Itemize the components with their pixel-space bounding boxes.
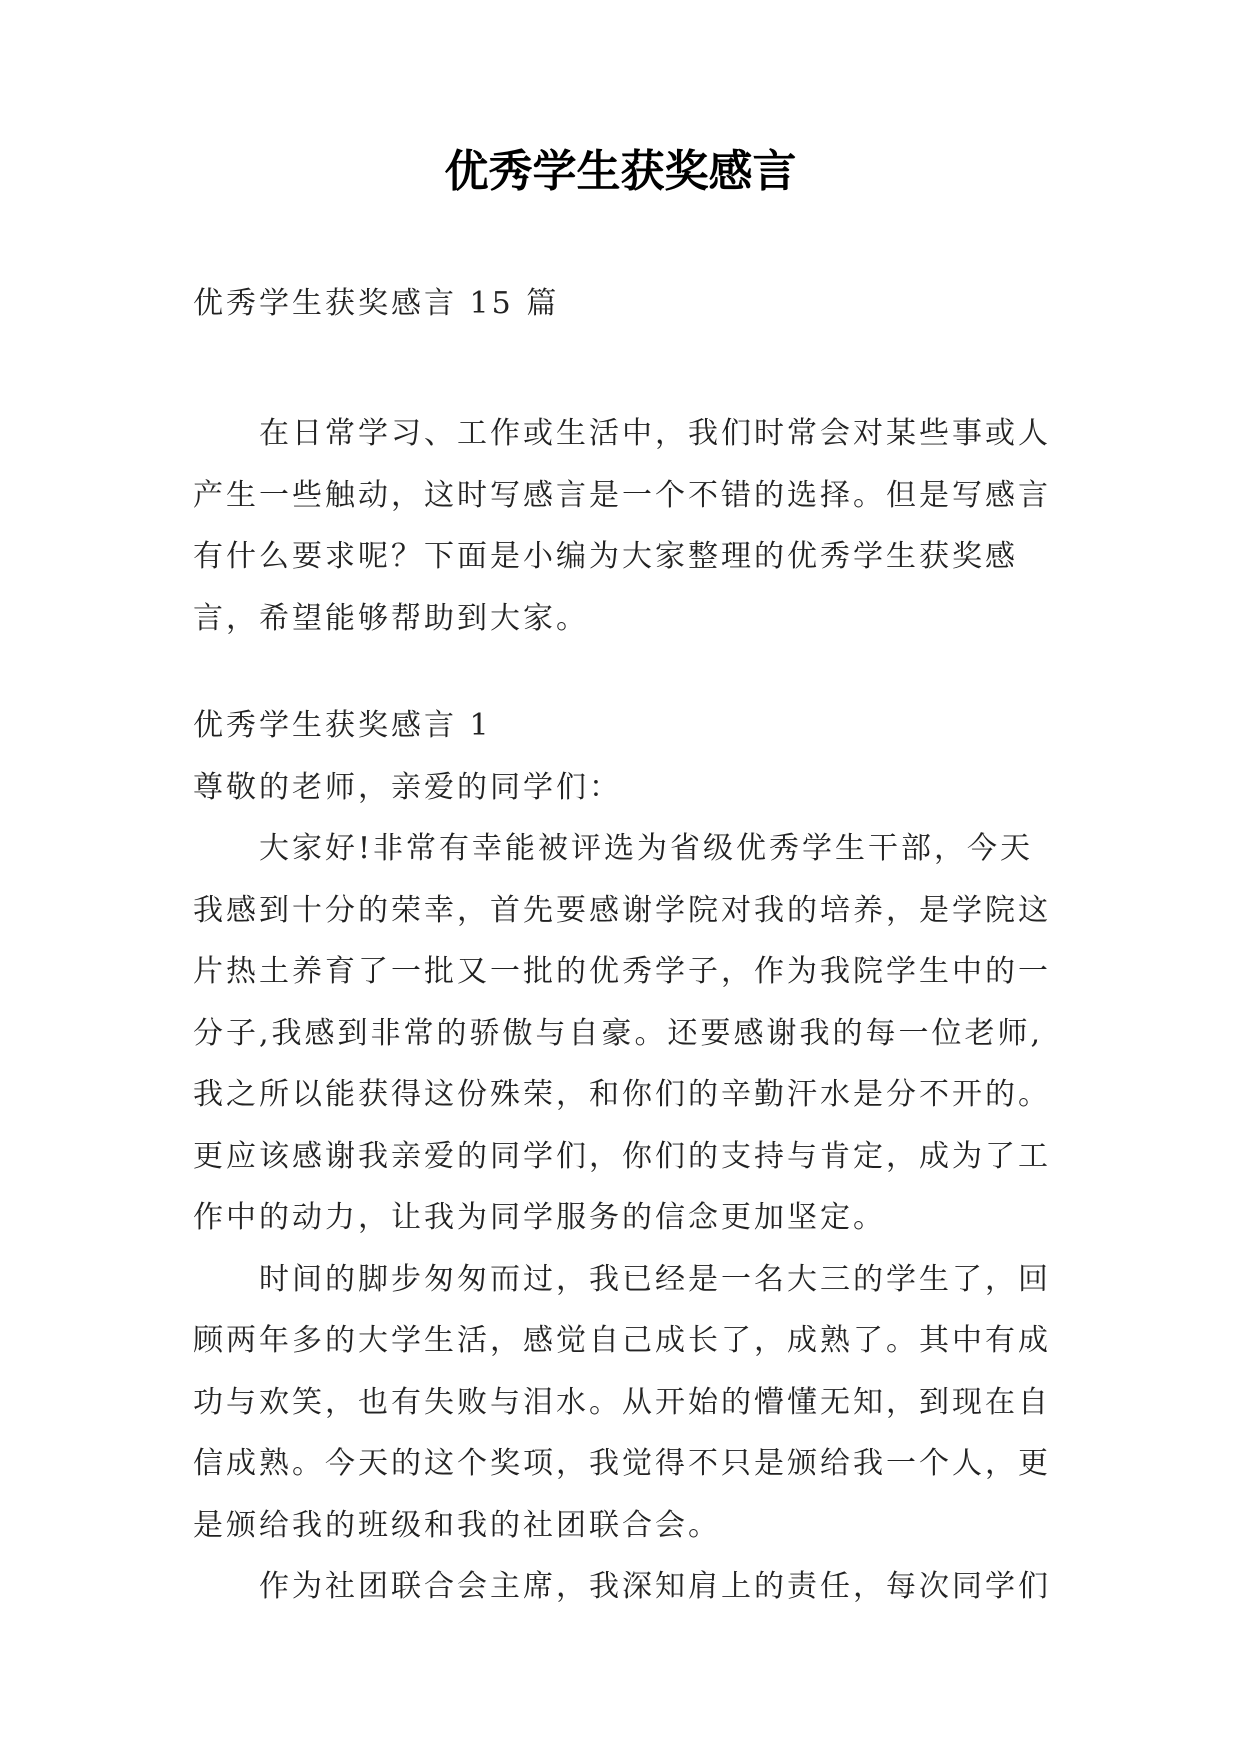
- subtitle-text: 优秀学生获奖感言 15 篇: [193, 286, 560, 321]
- paragraph-1-line: 作中的动力，让我为同学服务的信念更加坚定。: [193, 1200, 886, 1235]
- document-subtitle: [193, 284, 1055, 324]
- intro-line: 在日常学习、工作或生活中，我们时常会对某些事或人: [259, 416, 1051, 451]
- page-title: 优秀学生获奖感言: [444, 146, 797, 197]
- paragraph-1-line: 大家好!非常有幸能被评选为省级优秀学生干部，今天: [259, 831, 1034, 866]
- paragraph-3-line: 作为社团联合会主席，我深知肩上的责任，每次同学们: [259, 1569, 1051, 1604]
- paragraph-1-line: 更应该感谢我亲爱的同学们，你们的支持与肯定，成为了工: [193, 1138, 1051, 1174]
- section-heading: 优秀学生获奖感言 1: [193, 708, 492, 743]
- paragraph-2-line: 是颁给我的班级和我的社团联合会。: [193, 1507, 721, 1543]
- paragraph-2-line: 时间的脚步匆匆而过，我已经是一名大三的学生了，回: [259, 1261, 1051, 1297]
- paragraph-2-line: 顾两年多的大学生活，感觉自己成长了，成熟了。其中有成: [193, 1323, 1051, 1358]
- intro-line: 言，希望能够帮助到大家。: [193, 600, 589, 636]
- intro-line: 产生一些触动，这时写感言是一个不错的选择。但是写感言: [193, 477, 1051, 513]
- intro-paragraph: [193, 403, 1055, 649]
- paragraph-2-line: 信成熟。今天的这个奖项，我觉得不只是颁给我一个人，更: [193, 1446, 1051, 1481]
- paragraph-1-line: 我之所以能获得这份殊荣，和你们的辛勤汗水是分不开的。: [193, 1077, 1051, 1112]
- intro-line: 有什么要求呢？下面是小编为大家整理的优秀学生获奖感: [193, 539, 1018, 574]
- paragraph-2-line: 功与欢笑，也有失败与泪水。从开始的懵懂无知，到现在自: [193, 1384, 1051, 1420]
- article-body: [193, 695, 1055, 1618]
- paragraph-1-line: 片热土养育了一批又一批的优秀学子，作为我院学生中的一: [193, 954, 1051, 989]
- paragraph-1-line: 分子,我感到非常的骄傲与自豪。还要感谢我的每一位老师,: [193, 1015, 1044, 1051]
- paragraph-1-line: 我感到十分的荣幸，首先要感谢学院对我的培养，是学院这: [193, 892, 1051, 928]
- salutation: 尊敬的老师，亲爱的同学们：: [193, 769, 622, 805]
